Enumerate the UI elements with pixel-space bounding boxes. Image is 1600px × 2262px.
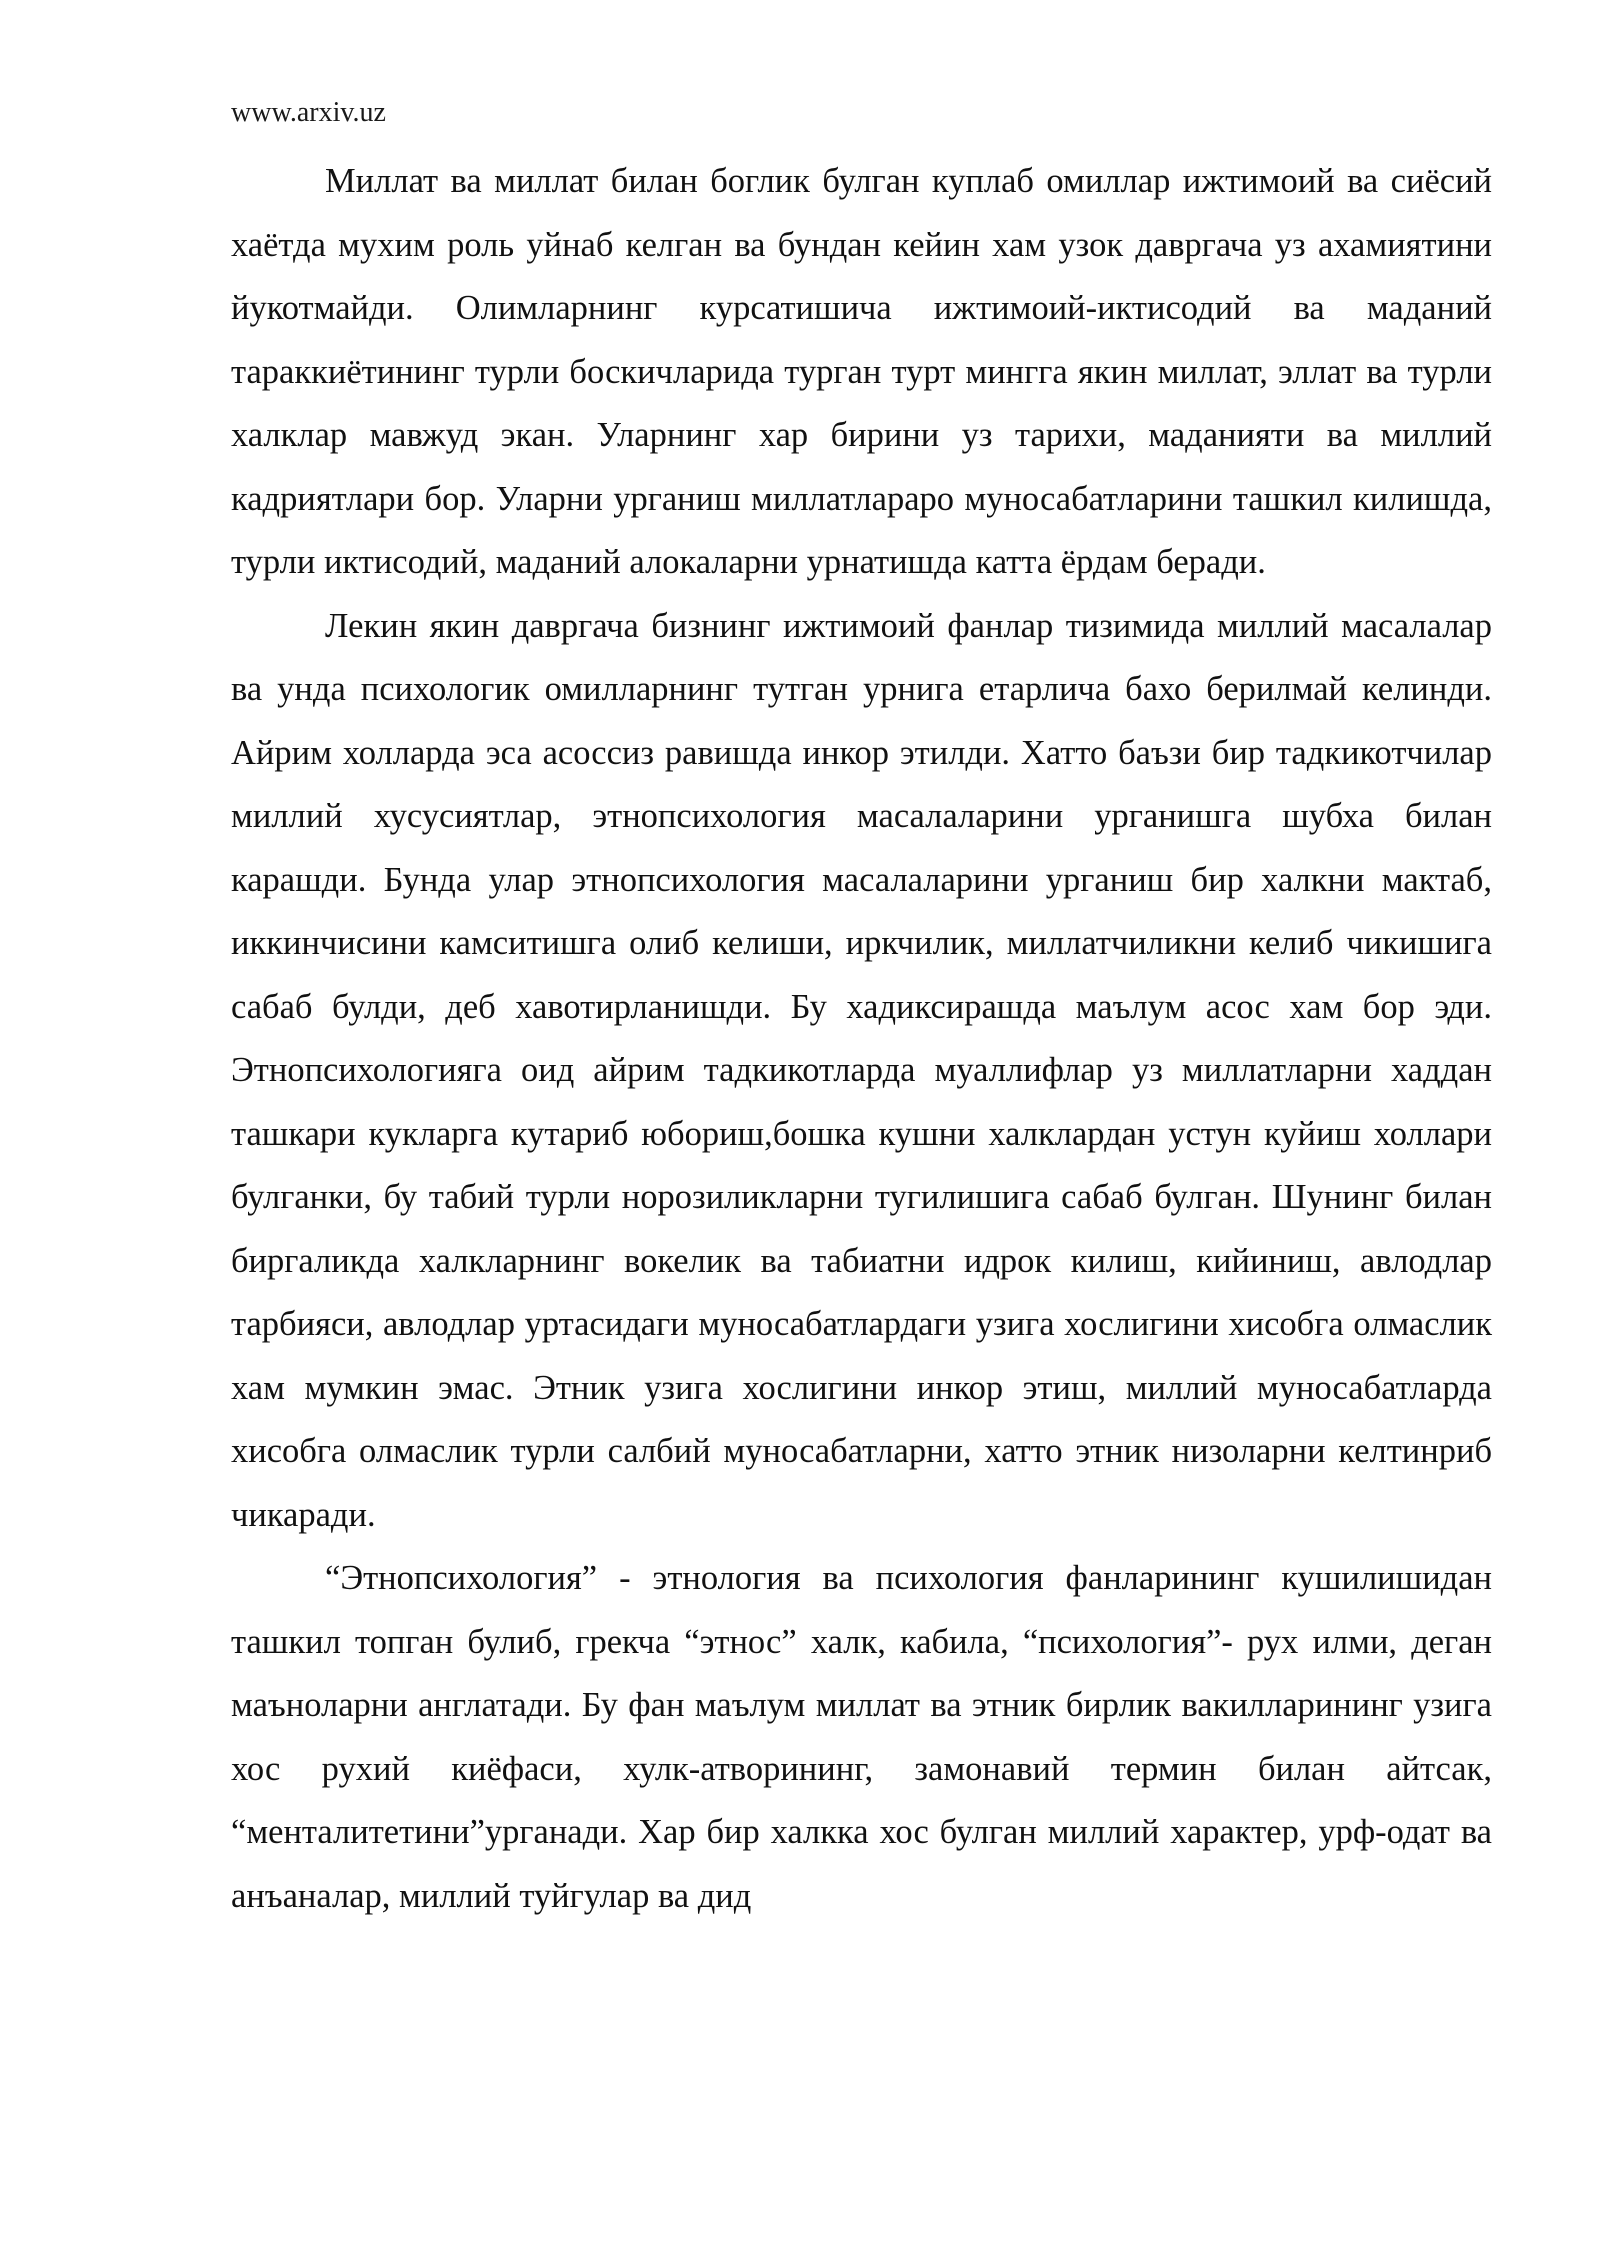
paragraph-1: Миллат ва миллат билан боглик булган куплаб омиллар ижтимоий ва сиёсий хаётда мухим роль уйнаб келган ва бундан кейин хам узок давргача уз ахамиятини йукотмайди. Олимларнинг курсатишича ижтимоий-иктисодий ва маданий тараккиётининг турли боскичларида турган турт мингга якин миллат, эллат ва турли халклар мавжуд экан. Уларнинг хар бирини уз тарихи, маданияти ва миллий кадриятлари бор. Уларни урганиш миллатлараро муносабатларини ташкил килишда, турли иктисодий, маданий алокаларни урнатишда катта ёрдам беради. [231, 162, 1492, 581]
header-url: www.arxiv.uz [231, 97, 386, 128]
paragraph-2: Лекин якин давргача бизнинг ижтимоий фанлар тизимида миллий масалалар ва унда психологик омилларнинг тутган урнига етарлича бахо берилмай келинди. Айрим холларда эса асоссиз равишда инкор этилди. Хатто баъзи бир тадкикотчилар миллий хусусиятлар, этнопсихология масалаларини урганишга шубха билан карашди. Бунда улар этнопсихология масалаларини урганиш бир халкни мактаб, иккинчисини камситишга олиб келиши, иркчилик, миллатчиликни келиб чикишига сабаб булди, деб хавотирланишди. Бу хадиксирашда маълум асос хам бор эди. Этнопсихологияга оид айрим тадкикотларда муаллифлар уз миллатларни хаддан ташкари кукларга кутариб юбориш,бошка кушни халклардан устун куйиш холлари булганки, бу табий турли норозиликларни тугилишига сабаб булган. Шунинг билан биргаликда халкларнинг вокелик ва табиатни идрок килиш, кийиниш, авлодлар тарбияси, авлодлар уртасидаги муносабатлардаги узига хослигини хисобга олмаслик хам мумкин эмас. Этник узига хослигини инкор этиш, миллий муносабатларда хисобга олмаслик турли салбий муносабатларни, хатто этник низоларни келтинриб чикаради. [231, 606, 1492, 1534]
document-body [231, 150, 1492, 1928]
paragraph-3: “Этнопсихология” - этнология ва психология фанларининг кушилишидан ташкил топган булиб, грекча “этнос” халк, кабила, “психология”- рух илми, деган маъноларни англатади. Бу фан маълум миллат ва этник бирлик вакилларининг узига хос рухий киёфаси, хулк-атворининг, замонавий термин билан айтсак, “менталитетини”урганади. Хар бир халкка хос булган миллий характер, урф-одат ва анъаналар, миллий туйгулар ва дид [231, 1559, 1492, 1915]
